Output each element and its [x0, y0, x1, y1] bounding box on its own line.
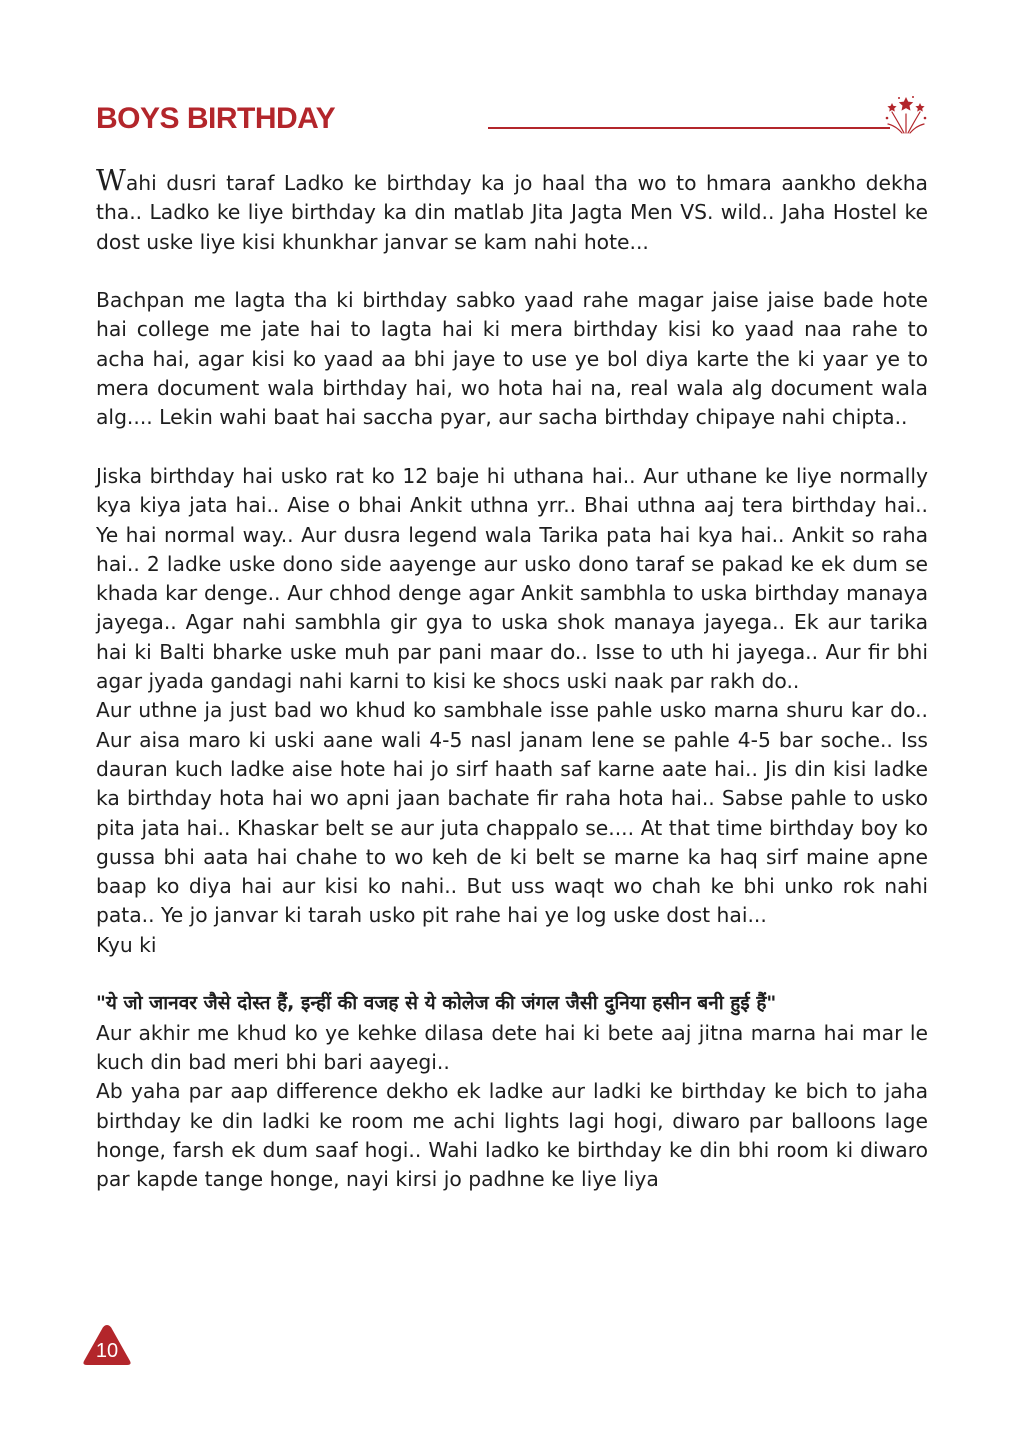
hindi-quote: "ये जो जानवर जैसे दोस्त हैं, इन्हीं की वजह से ये कोलेज की जंगल जैसी दुनिया हसीन बनी हुई हैं"	[96, 992, 777, 1015]
paragraph-aur-akhir: Aur akhir me khud ko ye kehke dilasa dete hai ki bete aaj jitna marna hai mar le kuch din bad meri bhi bari aayegi..	[96, 1020, 928, 1074]
article-body	[96, 163, 928, 1194]
title-underline	[488, 127, 890, 129]
paragraph-kyu-ki: Kyu ki	[96, 932, 157, 957]
paragraph-jiska-birthday: Jiska birthday hai usko rat ko 12 baje hi uthana hai.. Aur uthane ke liye normally kya kiya jata hai.. Aise o bhai Ankit uthna yrr.. Bhai uthna aaj tera birthday hai.. Ye hai normal way.. Aur dusra legend wala Tarika pata hai kya hai.. Ankit so raha hai.. 2 ladke uske dono side aayenge aur usko dono taraf se pakad ke ek dum se khada kar denge.. Aur chhod denge agar Ankit sambhla to uska birthday manaya jayega.. Agar nahi sambhla gir gya to uska shok manaya jayega.. Ek aur tarika hai ki Balti bharke uske muh par pani maar do.. Isse to uth hi jayega.. Aur fir bhi agar jyada gandagi nahi karni to kisi ke shocs uski naak par rakh do..	[96, 463, 928, 694]
page-number: 10	[95, 1340, 119, 1362]
fireworks-icon	[884, 94, 928, 134]
paragraph-intro-text: ahi dusri taraf Ladko ke birthday ka jo haal tha wo to hmara aankho dekha tha.. Ladko ke liye birthday ka din matlab Jita Jagta Men VS. wild.. Jaha Hostel ke dost uske liye kisi khunkhar janvar se kam nahi hote...	[96, 171, 928, 254]
drop-initial: W	[96, 163, 126, 197]
page-title: BOYS BIRTHDAY	[96, 102, 336, 135]
paragraph-aur-uthne: Aur uthne ja just bad wo khud ko sambhale isse pahle usko marna shuru kar do.. Aur aisa maro ki uski aane wali 4-5 nasl janam lene se pahle 4-5 bar soche.. Iss dauran kuch ladke aise hote hai jo sirf haath saf karne aate hai.. Jis din kisi ladke ka birthday hota hai wo apni jaan bachate fir raha hota hai.. Sabse pahle to usko pita jata hai.. Khaskar belt se aur juta chappalo se.... At that time birthday boy ko gussa bhi aata hai chahe to wo keh de ki belt se marne ka haq sirf maine apne baap ko diya hai aur kisi ko nahi.. But uss waqt wo chah ke bhi unko rok nahi pata.. Ye jo janvar ki tarah usko pit rahe hai ye log uske dost hai...	[96, 698, 928, 928]
paragraph-ab-yaha: Ab yaha par aap difference dekho ek ladke aur ladki ke birthday ke bich to jaha birthday ke din ladki ke room me achi lights lagi hogi, diwaro par balloons lage honge, farsh ek dum saaf hogi.. Wahi ladko ke birthday ke din bhi room ki diwaro par kapde tange honge, nayi kirsi jo padhne ke liye liya	[96, 1079, 928, 1192]
paragraph-bachpan: Bachpan me lagta tha ki birthday sabko yaad rahe magar jaise jaise bade hote hai college me jate hai to lagta hai ki mera birthday kisi ko yaad naa rahe to acha hai, agar kisi ko yaad aa bhi jaye to use ye bol diya karte the ki yaar ye to mera document wala birthday hai, wo hota hai na, real wala alg document wala alg.... Lekin wahi baat hai saccha pyar, aur sacha birthday chipaye nahi chipta..	[96, 288, 928, 430]
paragraph-intro	[96, 163, 928, 257]
